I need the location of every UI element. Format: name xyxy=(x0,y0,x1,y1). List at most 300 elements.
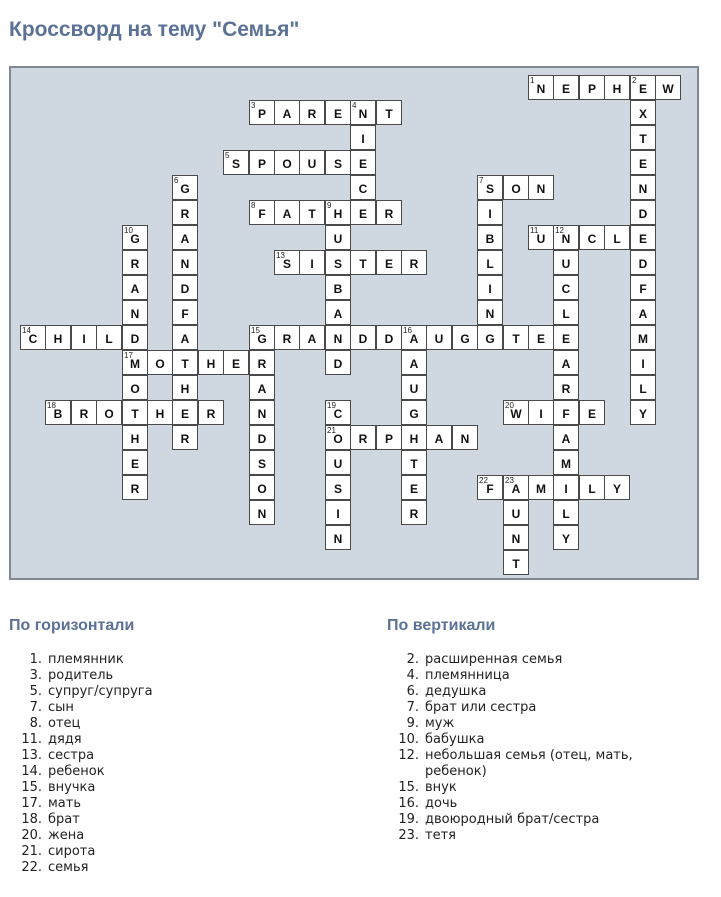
clue-text: бабушка xyxy=(425,732,485,747)
crossword-cell[interactable] xyxy=(122,350,148,375)
crossword-cell[interactable] xyxy=(350,175,376,200)
cell-letter: O xyxy=(155,357,165,371)
crossword-cell[interactable] xyxy=(325,450,351,475)
cell-number: 19 xyxy=(327,401,336,410)
cell-letter: C xyxy=(28,332,38,346)
crossword-cell[interactable] xyxy=(325,325,351,350)
crossword-cell[interactable] xyxy=(630,250,656,275)
crossword-cell[interactable] xyxy=(477,250,503,275)
down-clue xyxy=(397,668,657,684)
crossword-cell[interactable] xyxy=(172,350,198,375)
crossword-cell[interactable] xyxy=(20,325,46,350)
crossword-cell[interactable] xyxy=(630,175,656,200)
crossword-cell[interactable] xyxy=(122,450,148,475)
crossword-cell[interactable] xyxy=(172,325,198,350)
cell-letter: A xyxy=(561,357,571,371)
cell-letter: A xyxy=(638,307,648,321)
cell-letter: S xyxy=(257,457,266,471)
crossword-cell[interactable] xyxy=(553,75,579,100)
crossword-cell[interactable] xyxy=(274,100,300,125)
cell-letter: E xyxy=(409,482,418,496)
crossword-cell[interactable] xyxy=(325,425,351,450)
across-clue xyxy=(20,860,350,876)
cell-letter: O xyxy=(511,182,521,196)
crossword-cell[interactable] xyxy=(655,75,681,100)
cell-letter: I xyxy=(564,482,568,496)
crossword-cell[interactable] xyxy=(325,350,351,375)
cell-letter: R xyxy=(130,482,140,496)
crossword-cell[interactable] xyxy=(299,325,325,350)
cell-letter: H xyxy=(130,432,140,446)
crossword-cell[interactable] xyxy=(350,200,376,225)
down-clue xyxy=(397,732,657,748)
cell-letter: R xyxy=(409,507,419,521)
crossword-cell[interactable] xyxy=(122,225,148,250)
crossword-cell[interactable] xyxy=(553,425,579,450)
crossword-cell[interactable] xyxy=(376,325,402,350)
crossword-cell[interactable] xyxy=(401,325,427,350)
down-clue xyxy=(397,700,657,716)
cell-letter: I xyxy=(336,507,340,521)
crossword-cell[interactable] xyxy=(172,250,198,275)
crossword-cell[interactable] xyxy=(477,200,503,225)
cell-letter: N xyxy=(536,182,546,196)
cell-letter: P xyxy=(257,107,266,121)
crossword-cell[interactable] xyxy=(553,525,579,550)
crossword-cell[interactable] xyxy=(604,75,630,100)
crossword-cell[interactable] xyxy=(299,250,325,275)
crossword-cell[interactable] xyxy=(376,250,402,275)
crossword-cell[interactable] xyxy=(249,425,275,450)
crossword-cell[interactable] xyxy=(325,475,351,500)
clue-number: 15. xyxy=(398,780,419,795)
cell-number: 8 xyxy=(251,201,256,210)
crossword-cell[interactable] xyxy=(528,75,554,100)
cell-letter: M xyxy=(638,332,648,346)
crossword-cell[interactable] xyxy=(223,350,249,375)
cell-letter: R xyxy=(257,357,267,371)
crossword-cell[interactable] xyxy=(630,400,656,425)
cell-letter: F xyxy=(181,307,189,321)
crossword-cell[interactable] xyxy=(401,375,427,400)
crossword-cell[interactable] xyxy=(553,225,579,250)
cell-number: 6 xyxy=(174,176,179,185)
crossword-cell[interactable] xyxy=(249,475,275,500)
clue-number: 13. xyxy=(21,748,42,763)
crossword-cell[interactable] xyxy=(325,525,351,550)
clue-text: расширенная семья xyxy=(425,652,563,667)
cell-letter: A xyxy=(333,307,343,321)
crossword-cell[interactable] xyxy=(147,350,173,375)
crossword-cell[interactable] xyxy=(325,225,351,250)
crossword-cell[interactable] xyxy=(630,100,656,125)
crossword-cell[interactable] xyxy=(376,200,402,225)
cell-letter: T xyxy=(410,457,418,471)
clue-text: небольшая семья (отец, мать, ребенок) xyxy=(425,748,633,779)
crossword-cell[interactable] xyxy=(528,175,554,200)
crossword-cell[interactable] xyxy=(299,100,325,125)
crossword-cell[interactable] xyxy=(553,350,579,375)
cell-letter: G xyxy=(130,232,140,246)
clue-number: 9. xyxy=(406,716,419,731)
crossword-cell[interactable] xyxy=(122,475,148,500)
cell-number: 3 xyxy=(251,101,256,110)
cell-number: 13 xyxy=(276,251,285,260)
crossword-cell[interactable] xyxy=(96,400,122,425)
cell-letter: E xyxy=(358,207,367,221)
crossword-cell[interactable] xyxy=(274,250,300,275)
clue-number: 7. xyxy=(29,700,42,715)
crossword-cell[interactable] xyxy=(172,175,198,200)
crossword-cell[interactable] xyxy=(426,425,452,450)
crossword-cell[interactable] xyxy=(630,350,656,375)
clue-number: 23. xyxy=(398,828,419,843)
crossword-cell[interactable] xyxy=(630,150,656,175)
crossword-cell[interactable] xyxy=(376,425,402,450)
crossword-cell[interactable] xyxy=(325,200,351,225)
cell-letter: D xyxy=(358,332,368,346)
cell-letter: N xyxy=(180,257,190,271)
across-clue xyxy=(20,780,350,796)
crossword-cell[interactable] xyxy=(579,75,605,100)
crossword-cell[interactable] xyxy=(401,475,427,500)
crossword-cell[interactable] xyxy=(223,150,249,175)
crossword-cell[interactable] xyxy=(274,150,300,175)
cell-letter: B xyxy=(485,232,495,246)
cell-letter: N xyxy=(333,532,343,546)
crossword-cell[interactable] xyxy=(579,225,605,250)
cell-letter: H xyxy=(155,407,165,421)
crossword-cell[interactable] xyxy=(401,500,427,525)
cell-letter: F xyxy=(639,282,647,296)
cell-letter: D xyxy=(638,207,648,221)
cell-letter: N xyxy=(561,232,571,246)
down-clue-list xyxy=(397,652,657,844)
crossword-cell[interactable] xyxy=(553,275,579,300)
crossword-cell[interactable] xyxy=(503,525,529,550)
down-clue xyxy=(397,812,657,828)
crossword-cell[interactable] xyxy=(401,425,427,450)
clue-text: дядя xyxy=(48,732,82,747)
crossword-cell[interactable] xyxy=(528,225,554,250)
crossword-cell[interactable] xyxy=(503,550,529,575)
cell-letter: L xyxy=(613,232,621,246)
cell-letter: L xyxy=(639,382,647,396)
cell-letter: T xyxy=(385,107,393,121)
crossword-cell[interactable] xyxy=(172,400,198,425)
crossword-cell[interactable] xyxy=(249,150,275,175)
crossword-cell[interactable] xyxy=(172,200,198,225)
cell-number: 9 xyxy=(327,201,332,210)
crossword-grid xyxy=(11,68,697,578)
crossword-cell[interactable] xyxy=(477,325,503,350)
cell-letter: P xyxy=(587,82,596,96)
clue-number: 16. xyxy=(398,796,419,811)
down-clue xyxy=(397,684,657,700)
cell-letter: R xyxy=(206,407,216,421)
crossword-cell[interactable] xyxy=(96,325,122,350)
cell-letter: T xyxy=(181,357,189,371)
crossword-cell[interactable] xyxy=(630,225,656,250)
crossword-cell[interactable] xyxy=(172,225,198,250)
crossword-cell[interactable] xyxy=(71,400,97,425)
cell-letter: A xyxy=(434,432,444,446)
crossword-cell[interactable] xyxy=(198,350,224,375)
crossword-cell[interactable] xyxy=(553,500,579,525)
crossword-cell[interactable] xyxy=(477,275,503,300)
crossword-cell[interactable] xyxy=(579,400,605,425)
down-clue xyxy=(397,716,657,732)
clue-text: племянник xyxy=(48,652,124,667)
crossword-cell[interactable] xyxy=(630,300,656,325)
crossword-cell[interactable] xyxy=(249,500,275,525)
crossword-cell[interactable] xyxy=(604,225,630,250)
crossword-cell[interactable] xyxy=(249,375,275,400)
crossword-cell[interactable] xyxy=(477,225,503,250)
cell-letter: G xyxy=(485,332,495,346)
cell-letter: C xyxy=(561,282,571,296)
cell-letter: O xyxy=(333,432,343,446)
cell-letter: G xyxy=(409,407,419,421)
cell-letter: U xyxy=(511,507,521,521)
crossword-cell[interactable] xyxy=(122,275,148,300)
crossword-cell[interactable] xyxy=(503,475,529,500)
crossword-cell[interactable] xyxy=(172,300,198,325)
crossword-cell[interactable] xyxy=(325,275,351,300)
crossword-cell[interactable] xyxy=(172,375,198,400)
crossword-cell[interactable] xyxy=(630,275,656,300)
cell-letter: I xyxy=(539,407,543,421)
crossword-cell[interactable] xyxy=(172,425,198,450)
clue-text: мать xyxy=(48,796,82,811)
crossword-cell[interactable] xyxy=(553,475,579,500)
crossword-cell[interactable] xyxy=(71,325,97,350)
crossword-cell[interactable] xyxy=(45,325,71,350)
crossword-cell[interactable] xyxy=(45,400,71,425)
crossword-cell[interactable] xyxy=(579,475,605,500)
crossword-cell[interactable] xyxy=(553,400,579,425)
crossword-cell[interactable] xyxy=(553,250,579,275)
cell-letter: I xyxy=(82,332,86,346)
crossword-cell[interactable] xyxy=(452,325,478,350)
cell-letter: T xyxy=(639,132,647,146)
crossword-cell[interactable] xyxy=(249,450,275,475)
cell-number: 10 xyxy=(124,226,133,235)
crossword-cell[interactable] xyxy=(376,100,402,125)
crossword-cell[interactable] xyxy=(477,300,503,325)
cell-letter: A xyxy=(409,332,419,346)
crossword-cell[interactable] xyxy=(325,500,351,525)
clue-number: 10. xyxy=(398,732,419,747)
cell-letter: H xyxy=(333,207,343,221)
clue-text: внучка xyxy=(48,780,96,795)
crossword-cell[interactable] xyxy=(477,475,503,500)
down-clue xyxy=(397,748,657,780)
cell-letter: U xyxy=(434,332,444,346)
clue-text: отец xyxy=(48,716,81,731)
clue-number: 18. xyxy=(21,812,42,827)
crossword-cell[interactable] xyxy=(350,150,376,175)
cell-number: 23 xyxy=(505,476,514,485)
clue-text: брат xyxy=(48,812,80,827)
cell-letter: E xyxy=(638,157,647,171)
cell-letter: L xyxy=(562,507,570,521)
crossword-cell[interactable] xyxy=(630,325,656,350)
crossword-cell[interactable] xyxy=(325,400,351,425)
clue-number: 3. xyxy=(29,668,42,683)
across-clue xyxy=(20,844,350,860)
crossword-cell[interactable] xyxy=(553,450,579,475)
cell-letter: I xyxy=(488,282,492,296)
clue-text: сирота xyxy=(48,844,96,859)
cell-letter: U xyxy=(536,232,546,246)
crossword-cell[interactable] xyxy=(274,200,300,225)
crossword-cell[interactable] xyxy=(630,200,656,225)
clue-number: 6. xyxy=(406,684,419,699)
cell-letter: A xyxy=(130,282,140,296)
crossword-cell[interactable] xyxy=(122,300,148,325)
clue-text: супруг/супруга xyxy=(48,684,153,699)
cell-letter: R xyxy=(130,257,140,271)
crossword-cell[interactable] xyxy=(553,300,579,325)
cell-letter: O xyxy=(257,482,267,496)
cell-letter: S xyxy=(282,257,291,271)
cell-letter: L xyxy=(588,482,596,496)
crossword-cell[interactable] xyxy=(528,475,554,500)
cell-letter: A xyxy=(257,382,267,396)
cell-letter: N xyxy=(460,432,470,446)
crossword-cell[interactable] xyxy=(172,275,198,300)
clue-text: тетя xyxy=(425,828,456,843)
cell-letter: A xyxy=(561,432,571,446)
cell-letter: W xyxy=(662,82,674,96)
across-heading: По горизонтали xyxy=(9,617,135,634)
crossword-cell[interactable] xyxy=(122,425,148,450)
crossword-cell[interactable] xyxy=(528,325,554,350)
cell-letter: B xyxy=(53,407,63,421)
down-clue xyxy=(397,652,657,668)
crossword-cell[interactable] xyxy=(350,425,376,450)
crossword-cell[interactable] xyxy=(350,250,376,275)
cell-letter: A xyxy=(282,107,292,121)
cell-letter: U xyxy=(409,382,419,396)
cell-letter: G xyxy=(180,182,190,196)
cell-letter: N xyxy=(638,182,648,196)
crossword-cell[interactable] xyxy=(325,100,351,125)
crossword-cell[interactable] xyxy=(147,400,173,425)
cell-letter: R xyxy=(307,107,317,121)
crossword-cell[interactable] xyxy=(249,400,275,425)
cell-letter: M xyxy=(130,357,140,371)
crossword-cell[interactable] xyxy=(630,375,656,400)
cell-letter: G xyxy=(257,332,267,346)
crossword-cell[interactable] xyxy=(452,425,478,450)
cell-letter: H xyxy=(206,357,216,371)
crossword-cell[interactable] xyxy=(299,200,325,225)
crossword-cell[interactable] xyxy=(553,375,579,400)
crossword-cell[interactable] xyxy=(503,325,529,350)
crossword-cell[interactable] xyxy=(401,350,427,375)
clue-text: сестра xyxy=(48,748,95,763)
cell-number: 18 xyxy=(47,401,56,410)
crossword-cell[interactable] xyxy=(249,100,275,125)
crossword-cell[interactable] xyxy=(325,250,351,275)
crossword-cell[interactable] xyxy=(630,125,656,150)
clue-number: 2. xyxy=(406,652,419,667)
across-clue xyxy=(20,796,350,812)
cell-letter: M xyxy=(536,482,546,496)
crossword-cell[interactable] xyxy=(122,375,148,400)
crossword-cell[interactable] xyxy=(553,325,579,350)
clue-number: 11. xyxy=(21,732,42,747)
cell-letter: L xyxy=(562,307,570,321)
cell-letter: T xyxy=(512,557,520,571)
cell-letter: N xyxy=(257,407,267,421)
cell-letter: N xyxy=(485,307,495,321)
crossword-cell[interactable] xyxy=(528,400,554,425)
crossword-cell[interactable] xyxy=(299,150,325,175)
crossword-cell[interactable] xyxy=(325,300,351,325)
cell-letter: E xyxy=(231,357,240,371)
cell-number: 22 xyxy=(479,476,488,485)
crossword-cell[interactable] xyxy=(274,325,300,350)
crossword-cell[interactable] xyxy=(249,350,275,375)
crossword-cell[interactable] xyxy=(477,175,503,200)
cell-letter: N xyxy=(536,82,546,96)
crossword-cell[interactable] xyxy=(426,325,452,350)
crossword-cell[interactable] xyxy=(198,400,224,425)
crossword-cell[interactable] xyxy=(630,75,656,100)
cell-letter: R xyxy=(561,382,571,396)
cell-letter: A xyxy=(282,207,292,221)
clue-number: 14. xyxy=(21,764,42,779)
crossword-cell[interactable] xyxy=(503,175,529,200)
crossword-cell[interactable] xyxy=(503,400,529,425)
across-clue xyxy=(20,716,350,732)
cell-letter: B xyxy=(333,282,343,296)
crossword-cell[interactable] xyxy=(122,325,148,350)
clue-number: 20. xyxy=(21,828,42,843)
crossword-cell[interactable] xyxy=(350,325,376,350)
crossword-cell[interactable] xyxy=(249,200,275,225)
crossword-cell[interactable] xyxy=(604,475,630,500)
cell-letter: E xyxy=(180,407,189,421)
cell-letter: H xyxy=(612,82,622,96)
crossword-cell[interactable] xyxy=(325,150,351,175)
crossword-cell[interactable] xyxy=(350,100,376,125)
cell-letter: I xyxy=(641,357,645,371)
cell-letter: E xyxy=(358,157,367,171)
cell-letter: R xyxy=(180,207,190,221)
crossword-cell[interactable] xyxy=(122,250,148,275)
cell-letter: H xyxy=(180,382,190,396)
cell-letter: R xyxy=(180,432,190,446)
crossword-cell[interactable] xyxy=(350,125,376,150)
clue-number: 12. xyxy=(398,748,419,763)
clue-text: дедушка xyxy=(425,684,487,699)
crossword-cell[interactable] xyxy=(401,450,427,475)
crossword-cell[interactable] xyxy=(122,400,148,425)
crossword-cell[interactable] xyxy=(503,500,529,525)
crossword-cell[interactable] xyxy=(401,400,427,425)
down-clue xyxy=(397,796,657,812)
cell-letter: S xyxy=(333,257,342,271)
crossword-cell[interactable] xyxy=(401,250,427,275)
cell-number: 20 xyxy=(505,401,514,410)
clue-text: семья xyxy=(48,860,89,875)
cell-letter: E xyxy=(587,407,596,421)
crossword-cell[interactable] xyxy=(249,325,275,350)
